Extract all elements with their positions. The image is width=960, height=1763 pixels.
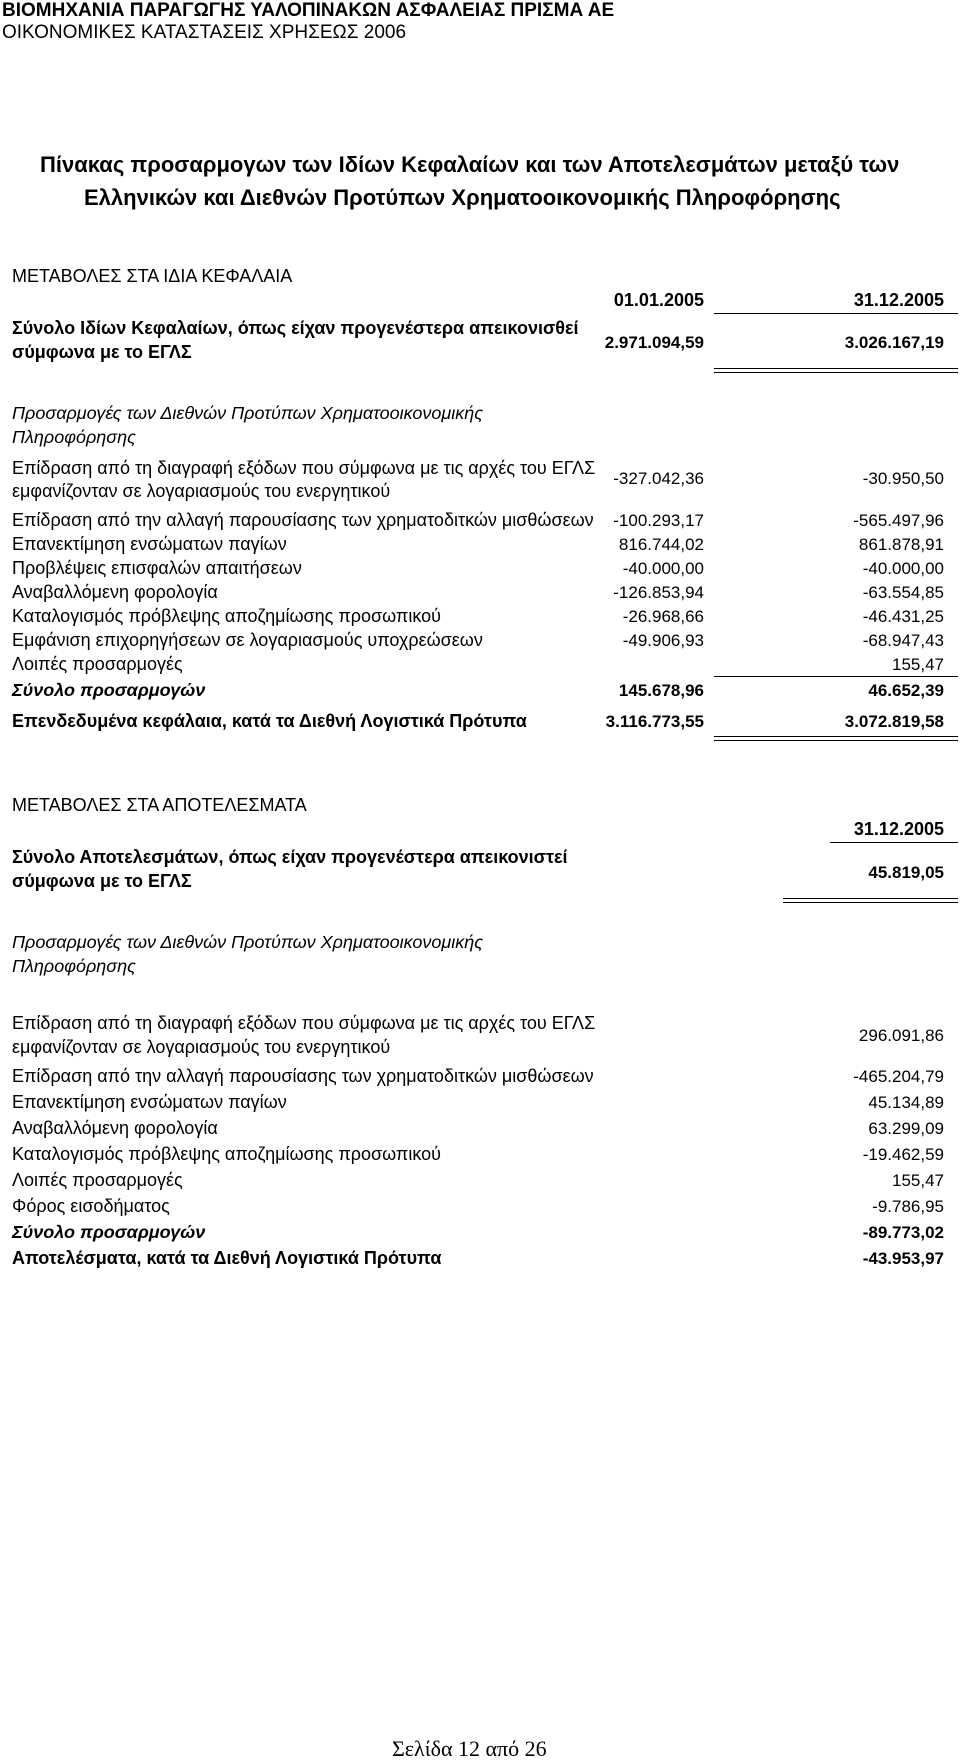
equity-row-label: Καταλογισμός πρόβλεψης αποζημίωσης προσωπικού [12,606,441,626]
equity-restated-col2: 3.072.819,58 [844,712,944,731]
results-row-label: Επίδραση από την αλλαγή παρουσίασης των χρηματοδιτκών μισθώσεων [12,1066,594,1086]
results-row-value: 63.299,09 [868,1119,944,1138]
results-row-value: -19.462,59 [862,1145,944,1164]
document-subtitle: ΟΙΚΟΝΟΜΙΚΕΣ ΚΑΤΑΣΤΑΣΕΙΣ ΧΡΗΣΕΩΣ 2006 [2,22,407,43]
equity-total-rule [714,676,958,677]
equity-total-col1: 145.678,96 [618,681,704,700]
results-row-value: 155,47 [892,1171,944,1190]
equity-prior-col2: 3.026.167,19 [844,333,944,352]
results-prior-label-2: σύμφωνα με το ΕΓΛΣ [12,871,192,891]
equity-row-col2: 155,47 [892,655,944,674]
results-section-heading: ΜΕΤΑΒΟΛΕΣ ΣΤΑ ΑΠΟΤΕΛΕΣΜΑΤΑ [12,795,307,815]
equity-prior-label-2: σύμφωνα με το ΕΓΛΣ [12,342,192,362]
equity-row-col2: -565.497,96 [853,511,944,530]
equity-total-label: Σύνολο προσαρμογών [12,680,206,700]
results-row-value: -465.204,79 [853,1067,944,1086]
equity-adj-heading-1: Προσαρμογές των Διεθνών Προτύπων Χρηματοοικονομικής [12,403,484,423]
equity-date-underline [714,313,958,314]
results-prior-label-1: Σύνολο Αποτελεσμάτων, όπως είχαν προγενέστερα απεικονιστεί [12,847,568,867]
equity-row-label: Λοιπές προσαρμογές [12,654,183,674]
equity-row-label: Επίδραση από την αλλαγή παρουσίασης των χρηματοδιτκών μισθώσεων [12,510,594,530]
equity-row-label: Εμφάνιση επιχορηγήσεων σε λογαριασμούς υποχρεώσεων [12,630,483,650]
equity-prior-double-underline [714,368,958,373]
page-title-line-1: Πίνακας προσαρμογων των Ιδίων Κεφαλαίων και των Αποτελεσμάτων μεταξύ των [40,152,900,177]
results-row-label: Αναβαλλόμενη φορολογία [12,1118,218,1138]
results-row-label: Επίδραση από τη διαγραφή εξόδων που σύμφωνα με τις αρχές του ΕΓΛΣ [12,1013,596,1033]
equity-row-col1: -40.000,00 [622,559,704,578]
equity-row-col1: -26.968,66 [622,607,704,626]
results-row-label-cont: εμφανίζονταν σε λογαριασμούς του ενεργητικού [12,1037,391,1057]
equity-section-heading: ΜΕΤΑΒΟΛΕΣ ΣΤΑ ΙΔΙΑ ΚΕΦΑΛΑΙΑ [12,266,293,286]
equity-restated-label: Επενδεδυμένα κεφάλαια, κατά τα Διεθνή Λογιστικά Πρότυπα [12,711,527,731]
page-number: Σελίδα 12 από 26 [392,1736,547,1761]
equity-row-label: Αναβαλλόμενη φορολογία [12,582,218,602]
results-total-value: -89.773,02 [862,1223,944,1242]
equity-row-col1: -49.906,93 [622,631,704,650]
equity-row-col2: -63.554,85 [862,583,944,602]
equity-row-col1: -327.042,36 [613,469,704,488]
results-row-value: -9.786,95 [872,1197,944,1216]
equity-total-col2: 46.652,39 [868,681,944,700]
equity-prior-label-1: Σύνολο Ιδίων Κεφαλαίων, όπως είχαν προγενέστερα απεικονισθεί [12,318,579,338]
results-row-label: Καταλογισμός πρόβλεψης αποζημίωσης προσωπικού [12,1144,441,1164]
equity-row-col1: -126.853,94 [613,583,704,602]
equity-col1-date: 01.01.2005 [613,290,704,310]
page-title-line-2: Ελληνικών και Διεθνών Προτύπων Χρηματοοικονομικής Πληροφόρησης [84,185,841,210]
equity-adj-heading-2: Πληροφόρησης [12,427,136,447]
equity-row-col2: -46.431,25 [862,607,944,626]
results-date-underline [830,842,958,843]
equity-row-col2: -40.000,00 [862,559,944,578]
results-row-label: Λοιπές προσαρμογές [12,1170,183,1190]
equity-row-col1: -100.293,17 [613,511,704,530]
equity-row-col2: -30.950,50 [862,469,944,488]
equity-row-col2: -68.947,43 [862,631,944,650]
company-name: ΒΙΟΜΗΧΑΝΙΑ ΠΑΡΑΓΩΓΗΣ ΥΑΛΟΠΙΝΑΚΩΝ ΑΣΦΑΛΕΙΑΣ ΠΡΙΣΜΑ ΑΕ [2,0,615,21]
results-restated-value: -43.953,97 [862,1249,944,1268]
equity-restated-col1: 3.116.773,55 [605,712,704,731]
equity-row-label-cont: εμφανίζονταν σε λογαριασμούς του ενεργητικού [12,481,391,501]
results-col-date: 31.12.2005 [853,819,944,839]
results-row-value: 296.091,86 [858,1026,944,1045]
results-row-label: Φόρος εισοδήματος [12,1196,170,1216]
results-row-value: 45.134,89 [868,1093,944,1112]
results-restated-label: Αποτελέσματα, κατά τα Διεθνή Λογιστικά Πρότυπα [12,1248,442,1268]
results-row-label: Επανεκτίμηση ενσώματων παγίων [12,1092,287,1112]
equity-row-label: Επίδραση από τη διαγραφή εξόδων που σύμφωνα με τις αρχές του ΕΓΛΣ [12,458,596,478]
equity-col2-date: 31.12.2005 [853,290,944,310]
results-total-label: Σύνολο προσαρμογών [12,1222,206,1242]
equity-row-label: Προβλέψεις επισφαλών απαιτήσεων [12,558,302,578]
equity-row-col1: 816.744,02 [618,535,704,554]
results-prior-value: 45.819,05 [868,863,944,882]
equity-restated-double-underline [714,736,958,741]
results-adj-heading-1: Προσαρμογές των Διεθνών Προτύπων Χρηματοοικονομικής [12,932,484,952]
results-adj-heading-2: Πληροφόρησης [12,956,136,976]
results-prior-double-underline [783,898,958,903]
equity-prior-col1: 2.971.094,59 [604,333,704,352]
equity-row-label: Επανεκτίμηση ενσώματων παγίων [12,534,287,554]
equity-row-col2: 861.878,91 [858,535,944,554]
